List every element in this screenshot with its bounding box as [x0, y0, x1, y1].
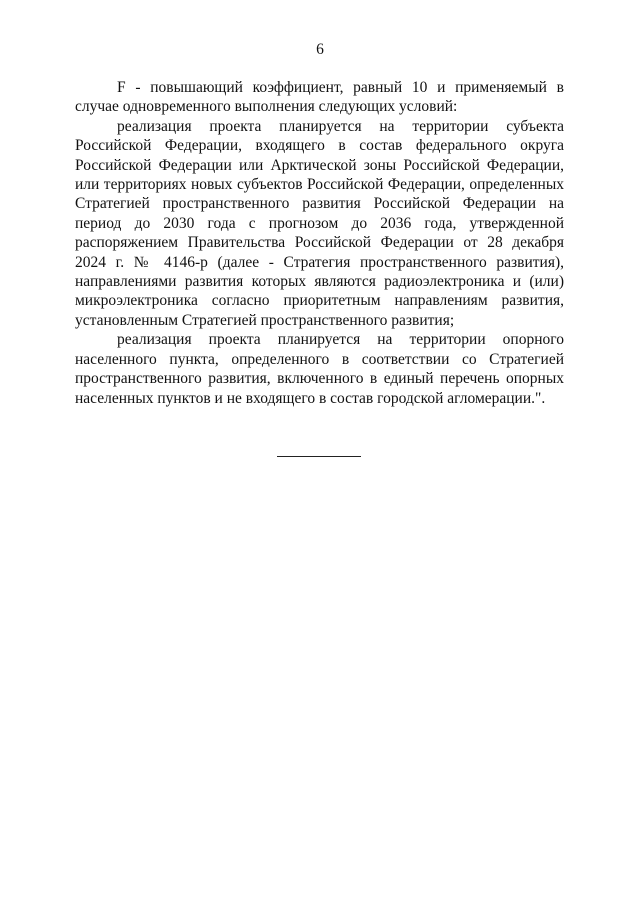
- document-body: [75, 78, 564, 408]
- paragraph-condition-settlement: реализация проекта планируется на территории опорного населенного пункта, определенного в соответствии со Стратегией пространственного развития, включенного в единый перечень опорных населенных пунктов и не входящего в состав городской агломерации.".: [75, 331, 564, 407]
- end-separator-line: [277, 456, 361, 457]
- paragraph-coefficient-definition: F - повышающий коэффициент, равный 10 и применяемый в случае одновременного выполнения следующих условий:: [75, 79, 564, 116]
- page-number: 6: [316, 41, 324, 58]
- paragraph-condition-region: реализация проекта планируется на территории субъекта Российской Федерации, входящего в состав федерального округа Российской Федерации или Арктической зоны Российской Федерации, или территориях новых субъектов Российской Федерации, определенных Стратегией пространственного развития Российской Федерации на период до 2030 года с прогнозом до 2036 года, утвержденной распоряжением Правительства Российской Федерации от 28 декабря 2024 г. № 4146-р (далее - Стратегия пространственного развития), направлениями развития которых являются радиоэлектроника и (или) микроэлектроника согласно приоритетным направлениям развития, установленным Стратегией пространственного развития;: [75, 117, 564, 329]
